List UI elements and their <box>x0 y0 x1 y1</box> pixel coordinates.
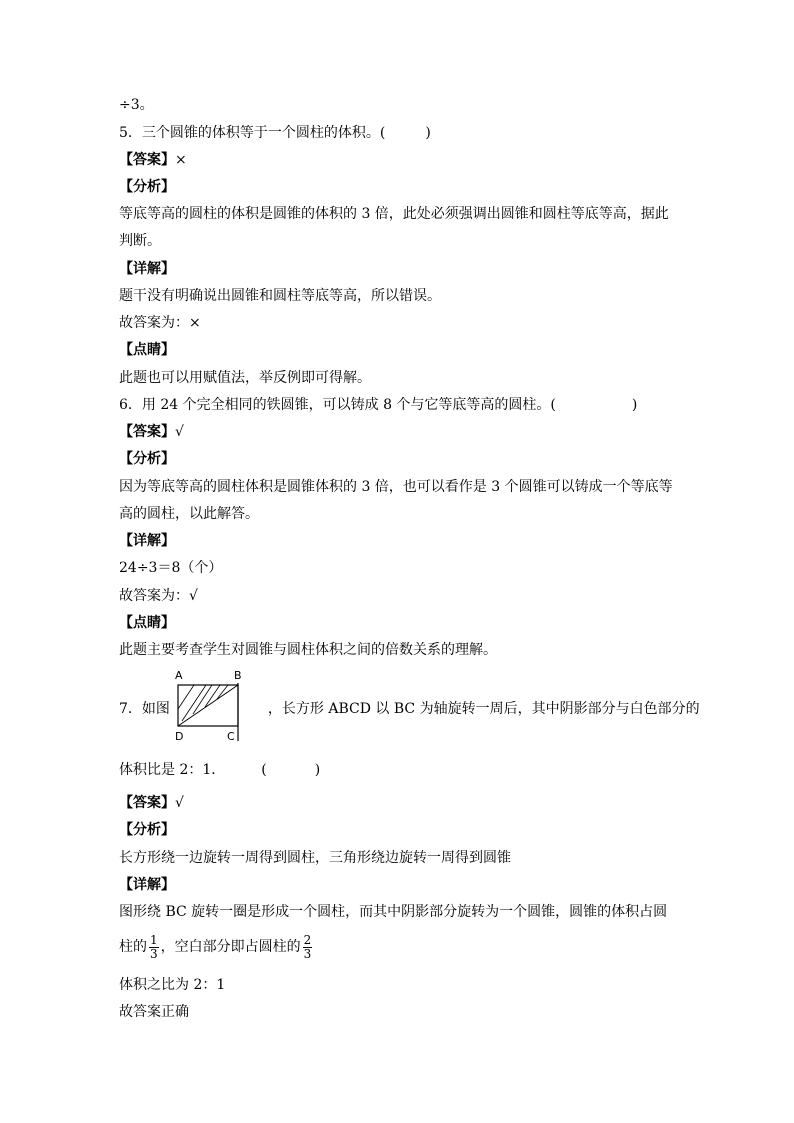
detail-text-line2-pre: 柱的 <box>119 939 147 955</box>
analysis-text-line1: 长方形绕一边旋转一周得到圆柱，三角形绕边旋转一周得到圆锥 <box>119 850 511 866</box>
analysis-label: 【分析】 <box>119 179 175 195</box>
comment-label: 【点睛】 <box>119 615 175 631</box>
detail-text-line1: 图形绕 BC 旋转一圈是形成一个圆柱，而其中阴影部分旋转为一个圆锥，圆锥的体积占圆 <box>119 904 668 920</box>
fraction-two-thirds <box>303 934 313 961</box>
question-7-text-pre: 7．如图 <box>119 701 170 717</box>
comment-text-line1: 此题也可以用赋值法，举反例即可得解。 <box>119 370 371 386</box>
figure-label-b: B <box>234 669 242 682</box>
fraction-one-third <box>149 934 159 961</box>
figure-label-a: A <box>175 669 183 682</box>
detail-text-line2: 故答案为：√ <box>119 588 198 604</box>
question-7-answer <box>119 794 184 812</box>
answer-value: √ <box>175 424 184 440</box>
detail-text-line4: 故答案正确 <box>119 1004 189 1020</box>
fraction-numerator: 2 <box>303 932 312 947</box>
question-7-blank-close: ) <box>314 762 321 778</box>
analysis-text-line2: 高的圆柱，以此解答。 <box>119 506 259 522</box>
question-5-answer <box>119 151 187 169</box>
question-5-text: 5．三个圆锥的体积等于一个圆柱的体积。( <box>119 125 386 141</box>
question-7-text-line2: 体积比是 2：1． <box>119 762 226 778</box>
comment-label: 【点睛】 <box>119 342 175 358</box>
detail-label: 【详解】 <box>119 533 175 549</box>
question-6-close: ) <box>631 397 638 413</box>
question-5 <box>119 124 431 142</box>
detail-label: 【详解】 <box>119 261 175 277</box>
analysis-label: 【分析】 <box>119 822 175 838</box>
question-6-text: 6．用 24 个完全相同的铁圆锥，可以铸成 8 个与它等底等高的圆柱。( <box>119 397 556 413</box>
figure-label-d: D <box>175 730 184 743</box>
question-7-blank-open: ( <box>261 762 267 778</box>
question-5-close: ) <box>425 125 431 141</box>
detail-text-line3: 体积之比为 2：1 <box>119 977 226 993</box>
question-6-answer <box>119 423 184 441</box>
fraction-denominator: 3 <box>303 946 312 961</box>
question-7-line2 <box>119 761 320 779</box>
detail-text-line1: 24÷3＝8（个） <box>119 560 223 576</box>
answer-value: √ <box>175 795 184 811</box>
detail-text-line2-mid: ，空白部分即占圆柱的 <box>160 939 301 955</box>
analysis-text-line1: 因为等底等高的圆柱体积是圆锥体积的 3 倍，也可以看作是 3 个圆锥可以铸成一个等底等 <box>119 479 673 495</box>
answer-label: 【答案】 <box>119 424 175 440</box>
detail-label: 【详解】 <box>119 877 175 893</box>
detail-text-line2: 故答案为：× <box>119 315 201 331</box>
analysis-label: 【分析】 <box>119 451 175 467</box>
detail-text-line1: 题干没有明确说出圆锥和圆柱等底等高，所以错误。 <box>119 288 441 304</box>
fraction-denominator: 3 <box>150 946 158 961</box>
answer-value: × <box>175 152 187 168</box>
rectangle-abcd-figure <box>171 669 247 743</box>
comment-text-line1: 此题主要考查学生对圆锥与圆柱体积之间的倍数关系的理解。 <box>119 642 497 658</box>
analysis-text-line1: 等底等高的圆柱的体积是圆锥的体积的 3 倍，此处必须强调出圆锥和圆柱等底等高，据此 <box>119 206 669 222</box>
fraction-numerator: 1 <box>150 932 158 947</box>
previous-answer-tail: ÷3。 <box>119 97 154 113</box>
analysis-text-line2: 判断。 <box>119 233 161 249</box>
detail-text-line2 <box>119 932 314 962</box>
question-6 <box>119 396 637 414</box>
answer-label: 【答案】 <box>119 795 175 811</box>
question-7-text-post: ，长方形 ABCD 以 BC 为轴旋转一周后，其中阴影部分与白色部分的 <box>267 701 700 717</box>
answer-label: 【答案】 <box>119 152 175 168</box>
figure-label-c: C <box>227 730 235 743</box>
